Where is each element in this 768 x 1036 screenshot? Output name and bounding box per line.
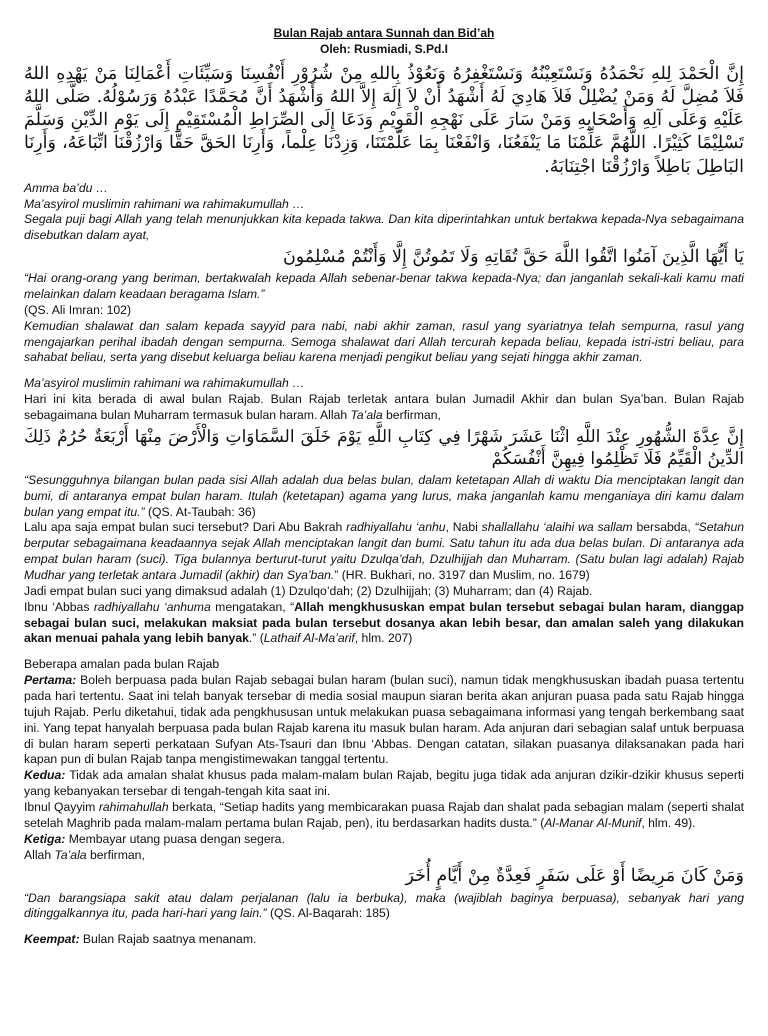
document-page	[24, 0, 744, 1036]
salutation: Ma’asyirol muslimin rahimani wa rahimakumullah …	[24, 196, 305, 211]
allah-berfirman: Allah Ta’ala berfirman,	[24, 847, 145, 862]
amma-badu: Amma ba’du …	[24, 180, 108, 195]
verse-at-taubah-arabic: إِنَّ عِدَّةَ الشُّهُورِ عِنْدَ اللَّهِ اثْنَا عَشَرَ شَهْرًا فِي كِتَابِ اللَّهِ يَوْمَ خَلَقَ السَّمَاوَاتِ وَالْأَرْضَ مِنْهَا أَرْبَعَةٌ حُرُمٌ ذَلِكَ الدِّينُ الْقَيِّمُ فَلَا تَظْلِمُوا فِيهِنَّ أَنْفُسَكُمْ	[24, 426, 744, 470]
shalawat-paragraph: Kemudian shalawat dan salam kepada sayyid para nabi, nabi akhir zaman, rasul yang syariatnya telah sempurna, rasul yang mengajarkan perihal ibadah dengan sempurna. Semoga shalawat dari Allah tercurah kepada beliau, kepada istri-istri beliau, para sahabat beliau, serta yang disebut keluarga beliau karena menjadi pengikut beliau yang sejati hingga akhir zaman.	[24, 318, 744, 365]
verse-ali-imran-translation: “Hai orang-orang yang beriman, bertakwalah kepada Allah sebenar-benar takwa kepada-Nya; dan janganlah sekali-kali kamu mati melainkan dalam keadaan beragama Islam.”	[24, 271, 744, 302]
amalan-heading: Beberapa amalan pada bulan Rajab	[24, 657, 220, 672]
document-title: Bulan Rajab antara Sunnah dan Bid’ah	[273, 26, 495, 40]
amalan-ketiga: Ketiga: Membayar utang puasa dengan segera.	[24, 831, 285, 846]
amalan-keempat: Keempat: Bulan Rajab saatnya menanam.	[24, 932, 257, 947]
salutation-2: Ma’asyirol muslimin rahimani wa rahimakumullah …	[24, 376, 305, 391]
amalan-pertama: Pertama: Boleh berpuasa pada bulan Rajab sebagai bulan haram (bulan suci), namun tidak mengkhususkan ibadah puasa tertentu pada hari tertentu. Saat ini telah banyak tersebar di media sosial maupun siaran berita akan anjuran puasa pada satu Rajab hingga tujuh Rajab. Perlu diketahui, tidak ada pengkhususan untuk melakukan puasa sebagaimana informasi yang tengah berkembang saat ini. Yang tepat hanyalah berpuasa pada bulan Rajab karena itu masuk bulan haram. Ada anjuran dari sebagian salaf untuk berpuasa di bulan haram seperti perkataan Sufyan Ats-Tsauri dan Ibnu ‘Abbas. Dengan catatan, silakan puasanya dilaksanakan pada hari kapan pun di bulan Rajab tanpa mengistimewakan tanggal tertentu.	[24, 673, 744, 767]
amalan-kedua: Kedua: Tidak ada amalan shalat khusus pada malam-malam bulan Rajab, begitu juga tidak ada anjuran dzikir-dzikir khusus seperti yang kebanyakan tersebar di tengah-tengah kita saat ini.	[24, 768, 744, 799]
author-line: Oleh: Rusmiadi, S.Pd.I	[319, 41, 449, 56]
verse-at-taubah-translation: “Sesungguhnya bilangan bulan pada sisi Allah adalah dua belas bulan, dalam ketetapan Allah di waktu Dia menciptakan langit dan bumi, di antaranya empat bulan haram. Itulah (ketetapan) agama yang lurus, maka janganlah kamu menganiaya diri kamu dalam bulan yang empat itu.” (QS. At-Taubah: 36)	[24, 472, 744, 519]
praise-paragraph: Segala puji bagi Allah yang telah menunjukkan kita kepada takwa. Dan kita diperintahkan untuk bertakwa kepada-Nya sebagaimana disebutkan dalam ayat,	[24, 212, 744, 243]
ibnul-qayyim-quote: Ibnul Qayyim rahimahullah berkata, “Setiap hadits yang membicarakan puasa Rajab dan shalat pada sebagian malam (seperti shalat setelah Maghrib pada malam-malam pertama bulan Rajab, pen), itu berdasarkan hadits dusta.” (Al-Manar Al-Munif, hlm. 49).	[24, 799, 744, 830]
hadith-paragraph: Lalu apa saja empat bulan suci tersebut? Dari Abu Bakrah radhiyallahu ‘anhu, Nabi shallallahu ‘alaihi wa sallam bersabda, “Setahun berputar sebagaimana keadaannya sejak Allah menciptakan langit dan bumi. Satu tahun itu ada dua belas bulan. Di antaranya ada empat bulan haram (suci). Tiga bulannya berturut-turut yaitu Dzulqa’dah, Dzulhijjah dan Muharram. (Satu bulan lagi adalah) Rajab Mudhar yang terletak antara Jumadil (akhir) dan Sya’ban.” (HR. Bukhari, no. 3197 dan Muslim, no. 1679)	[24, 520, 744, 582]
khutbah-opening-arabic: إِنَّ الْحَمْدَ لِلهِ نَحْمَدُهُ وَنَسْتَعِيْنُهُ وَنَسْتَغْفِرُهُ وَنَعُوْذُ بِاللهِ مِنْ شُرُوْرِ أَنْفُسِنَا وَسَيِّئَاتِ أَعْمَالِنَا مَنْ يَهْدِهِ اللهُ فَلاَ مُضِلَّ لَهُ وَمَنْ يُضْلِلْ فَلاَ هَادِيَ لَهُ أَشْهَدُ أَنْ لاَ إِلَهَ إِلاَّ اللهُ وَأَشْهَدُ أَنَّ مُحَمَّدًا عَبْدُهُ وَرَسُوْلُهُ. صَلَّى اللهُ عَلَيْهِ وَعَلَى آلِهِ وَأَصْحَابِهِ وَمَنْ سَارَ عَلَى نَهْجِهِ الْقَوِيْمِ وَدَعَا إِلَى الصِّرَاطِ الْمُسْتَقِيْمِ إِلَى يَوْمِ الدِّيْنِ وَسَلَّمَ تَسْلِيْمًا كَثِيْرًا. اللَّهُمَّ عَلِّمْنَا مَا يَنْفَعُنَا، وَانْفَعْنَا بِمَا عَلَّمْتَنَا، وَزِدْنَا عِلْماً، وَأَرِنَا الحَقَّ حَقًّا وَارْزُقْنَا اتِّبَاعَهُ، وَأَرِنَا البَاطِلَ بَاطِلاً وَارْزُقْنَا اجْتِنَابَهُ.	[24, 64, 744, 177]
verse-ali-imran-arabic: يَا أَيُّهَا الَّذِينَ آمَنُوا اتَّقُوا اللَّهَ حَقَّ تُقَاتِهِ وَلَا تَمُوتُنَّ إِلَّا وَأَنْتُمْ مُسْلِمُونَ	[282, 247, 744, 268]
verse-al-baqarah-arabic: وَمَنْ كَانَ مَرِيضًا أَوْ عَلَى سَفَرٍ فَعِدَّةٌ مِنْ أَيَّامٍ أُخَرَ	[405, 866, 744, 887]
verse-al-baqarah-translation: “Dan barangsiapa sakit atau dalam perjalanan (lalu ia berbuka), maka (wajiblah baginya berpuasa), sebanyak hari yang ditinggalkannya itu, pada hari-hari yang lain.” (QS. Al-Baqarah: 185)	[24, 890, 744, 921]
ibnu-abbas-quote: Ibnu ‘Abbas radhiyallahu ‘anhuma mengatakan, “Allah mengkhususkan empat bulan tersebut sebagai bulan haram, dianggap sebagai bulan suci, melakukan maksiat pada bulan tersebut dosanya akan lebih besar, dan amalan saleh yang dilakukan akan menuai pahala yang lebih banyak.” (Lathaif Al-Ma’arif, hlm. 207)	[24, 599, 744, 646]
sacred-months-list: Jadi empat bulan suci yang dimaksud adalah (1) Dzulqo’dah; (2) Dzulhijjah; (3) Muharram; dan (4) Rajab.	[24, 583, 593, 598]
rajab-intro-paragraph: Hari ini kita berada di awal bulan Rajab. Bulan Rajab terletak antara bulan Jumadil Akhir dan bulan Sya’ban. Bulan Rajab sebagaimana bulan Muharram termasuk bulan haram. Allah Ta’ala berfirman,	[24, 392, 744, 423]
verse-ali-imran-reference: (QS. Ali Imran: 102)	[24, 302, 132, 317]
